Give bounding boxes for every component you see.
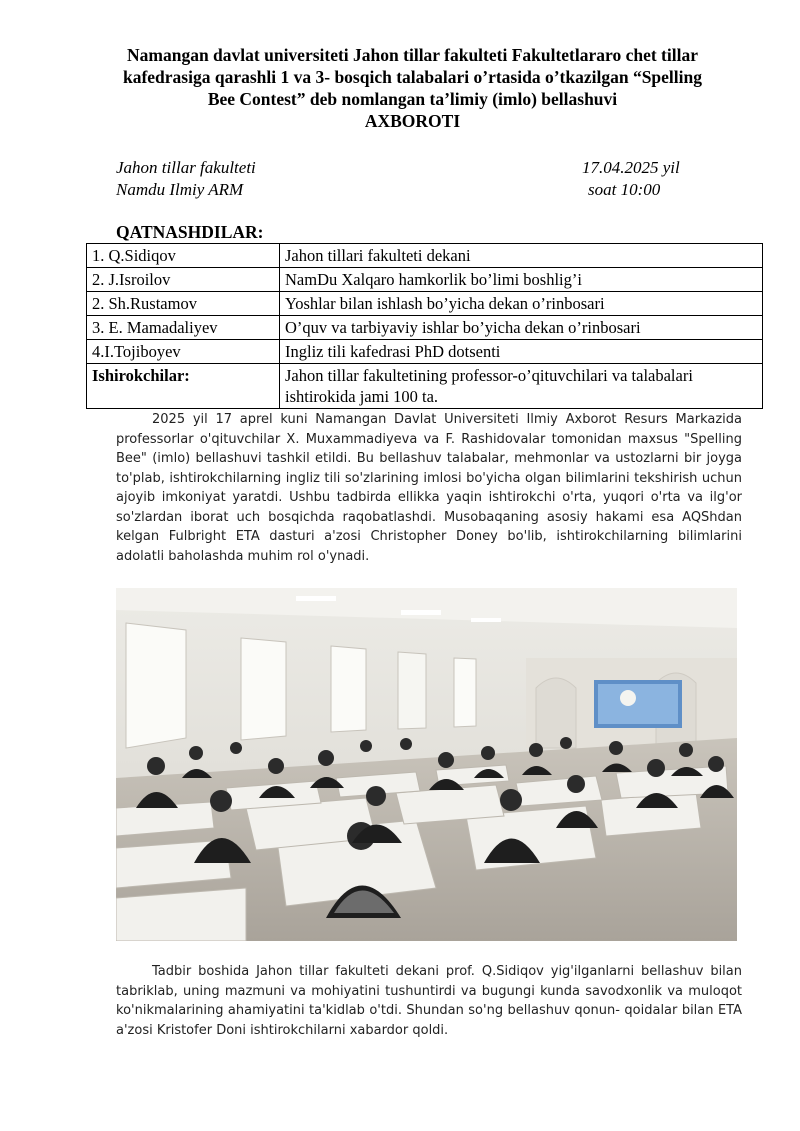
table-row: [87, 340, 763, 364]
document-title: [100, 44, 725, 132]
meta-time: soat 10:00: [588, 180, 661, 199]
participant-role: Ingliz tili kafedrasi PhD dotsenti: [280, 340, 763, 364]
participant-name: 2. Sh.Rustamov: [87, 292, 280, 316]
table-row: [87, 316, 763, 340]
body-paragraph-2: Tadbir boshida Jahon tillar fakulteti dekani prof. Q.Sidiqov yig'ilganlarni bellashuv bilan tabriklab, uning mazmuni va mohiyatini tushuntirdi va bugungi kunda savodxonlik va muloqot ko'nikmalarining ahamiyatini ta'kidlab o'tdi. Shundan so'ng bellashuv qonun- qoidalar bilan ETA a'zosi Kristofer Doni ishtirokchilarni xabardor qoldi.: [116, 964, 742, 1038]
participants-table: [86, 243, 763, 409]
meta-place-2: Namdu Ilmiy ARM: [116, 180, 244, 199]
meta-date: 17.04.2025 yil: [582, 158, 680, 177]
guests-label: Ishirokchilar:: [87, 364, 280, 409]
title-line: Namangan davlat universiteti Jahon tillar fakulteti Fakultetlararo chet tillar: [127, 45, 698, 65]
participant-role: Jahon tillari fakulteti dekani: [280, 244, 763, 268]
table-row: [87, 364, 763, 409]
participant-name: 2. J.Isroilov: [87, 268, 280, 292]
participant-name: 1. Q.Sidiqov: [87, 244, 280, 268]
table-row: [87, 244, 763, 268]
classroom-photo-illustration: [116, 588, 737, 941]
title-line: Bee Contest” deb nomlangan ta’limiy (imlo) bellashuvi: [207, 89, 618, 109]
body-paragraph-1: 2025 yil 17 aprel kuni Namangan Davlat Universiteti Ilmiy Axborot Resurs Markazida professorlar o'qituvchilar X. Muxammadiyeva va F. Rashidovalar tomonidan maxsus "Spelling Bee" (imlo) bellashuvi tashkil etildi. Bu bellashuv talabalar, mehmonlar va ustozlarni bir joyga to'plab, ishtirokchilarning ingliz tili so'zlarining imlosi bo'yicha olgan bilimlarini tekshirish uchun ajoyib imkoniyat yaratdi. Ushbu tadbirda ellikka yaqin ishtirokchi o'rta, yuqori o'rta va ilg'or so'zlardan iborat uch bosqichda raqobatlashdi. Musobaqaning asosiy hakami esa AQShdan kelgan Fulbright ETA dasturi a'zosi Christopher Doney bo'lib, ishtirokchilarning bilimlarini adolatli baholashda muhim rol o'ynadi.: [116, 412, 742, 564]
classroom-photo: [116, 588, 737, 941]
participant-role: Yoshlar bilan ishlash bo’yicha dekan o’rinbosari: [280, 292, 763, 316]
title-line: kafedrasiga qarashli 1 va 3- bosqich talabalari o’rtasida o’tkazilgan “Spelling: [122, 67, 702, 87]
title-line: AXBOROTI: [364, 111, 461, 131]
participant-name: 3. E. Mamadaliyev: [87, 316, 280, 340]
participants-heading: QATNASHDILAR:: [116, 222, 264, 242]
table-row: [87, 268, 763, 292]
guests-text: Jahon tillar fakultetining professor-o’qituvchilari va talabalari ishtirokida jami 100 ta.: [280, 364, 763, 409]
participant-role: NamDu Xalqaro hamkorlik bo’limi boshlig’i: [280, 268, 763, 292]
participant-name: 4.I.Tojiboyev: [87, 340, 280, 364]
participant-role: O’quv va tarbiyaviy ishlar bo’yicha dekan o’rinbosari: [280, 316, 763, 340]
meta-place-1: Jahon tillar fakulteti: [116, 158, 256, 177]
table-row: [87, 292, 763, 316]
